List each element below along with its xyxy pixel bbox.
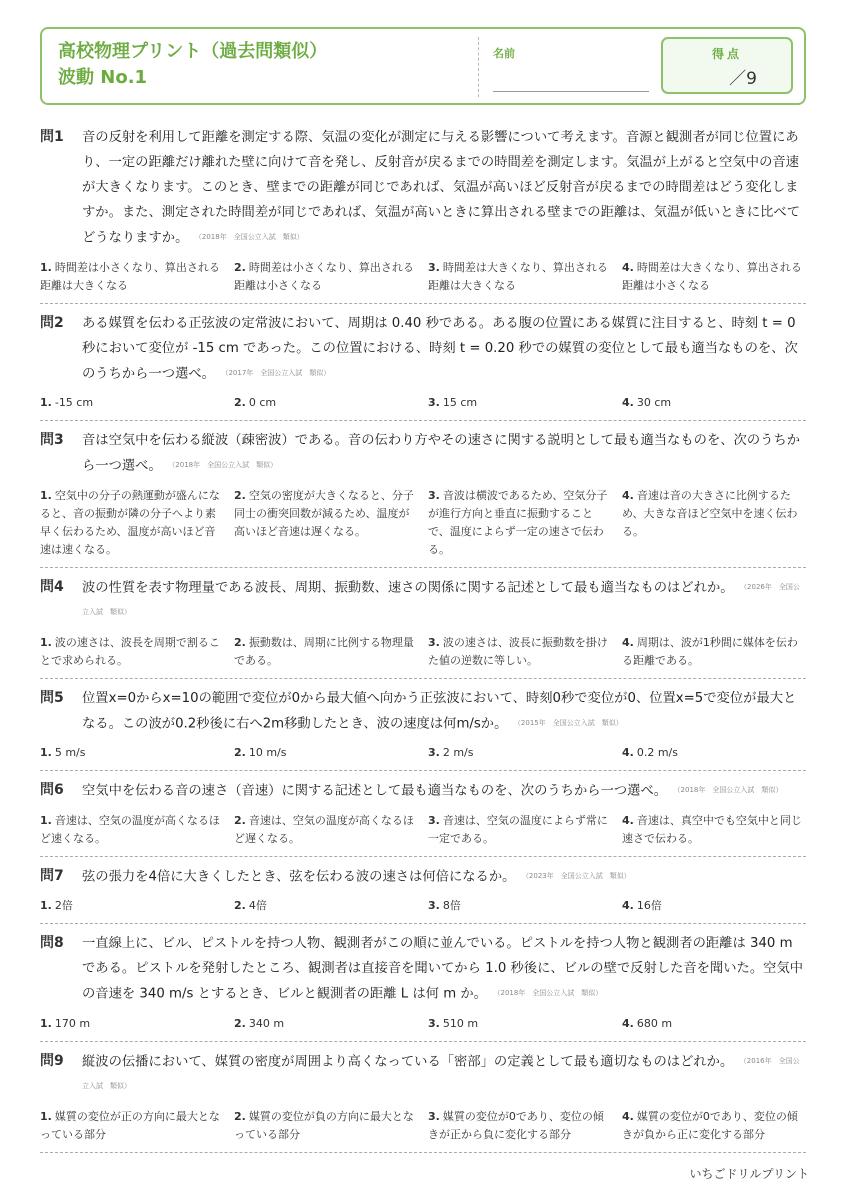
choice-text: 媒質の変位が0であり、変位の傾きが正から負に変化する部分 — [428, 1109, 604, 1141]
choice-text: 周期は、波が1秒間に媒体を伝わる距離である。 — [622, 635, 798, 667]
question-block — [40, 924, 806, 1042]
choice-text: 音速は、空気の温度が高くなるほど遅くなる。 — [234, 813, 414, 845]
question-block — [40, 679, 806, 772]
answer-choice[interactable] — [428, 744, 612, 762]
choice-text: 音速は、真空中でも空気中と同じ速さで伝わる。 — [622, 813, 802, 845]
question-number: 問6 — [40, 782, 64, 798]
question-row — [40, 125, 806, 251]
choice-number: 3. — [428, 488, 440, 502]
name-field[interactable] — [493, 91, 649, 92]
choice-number: 3. — [428, 1016, 440, 1030]
choice-text: 振動数は、周期に比例する物理量である。 — [234, 635, 414, 667]
choice-text: 0 cm — [248, 396, 277, 409]
choice-list — [40, 1108, 806, 1144]
question-row — [40, 778, 806, 804]
choice-number: 1. — [40, 746, 52, 759]
choice-number: 3. — [428, 1109, 440, 1123]
question-row — [40, 428, 806, 479]
name-label: 名前 — [493, 47, 515, 60]
answer-choice[interactable] — [622, 259, 806, 295]
question-block — [40, 118, 806, 304]
choice-text: 時間差は小さくなり、算出される距離は大きくなる — [40, 260, 220, 292]
choice-number: 1. — [40, 488, 52, 502]
answer-choice[interactable] — [40, 897, 224, 915]
choice-number: 2. — [234, 746, 246, 759]
choice-number: 3. — [428, 396, 440, 409]
question-number: 問2 — [40, 314, 64, 331]
answer-choice[interactable] — [622, 897, 806, 915]
choice-text: 30 cm — [636, 396, 672, 409]
question-row — [40, 931, 806, 1007]
answer-choice[interactable] — [234, 634, 418, 670]
question-row — [40, 575, 806, 626]
choice-number: 3. — [428, 813, 440, 827]
choice-number: 1. — [40, 635, 52, 649]
choice-text: 5 m/s — [54, 746, 86, 759]
question-number: 問9 — [40, 1052, 64, 1069]
question-body: 波の性質を表す物理量である波長、周期、振動数、速さの関係に関する記述として最も適当なものはどれか。 — [82, 580, 734, 595]
choice-number: 1. — [40, 396, 52, 409]
answer-choice[interactable] — [234, 1108, 418, 1144]
choice-text: 媒質の変位が正の方向に最大となっている部分 — [40, 1109, 220, 1141]
question-body: ある媒質を伝わる正弦波の定常波において、周期は 0.40 秒である。ある腹の位置にある媒質に注目すると、時刻 t = 0 秒において変位が -15 cm であった。この位置における、時刻 t = 0.20 秒での媒質の変位として最も適当なものを、次のうちから一つ選べ。 — [82, 315, 798, 381]
question-body: 位置x=0からx=10の範囲で変位が0から最大値へ向かう正弦波において、時刻0秒で変位が0、位置x=5で変位が最大となる。この波が0.2秒後に右へ2m移動したとき、波の速度は何m/sか。 — [82, 690, 797, 731]
answer-choice[interactable] — [428, 1108, 612, 1144]
answer-choice[interactable] — [622, 634, 806, 670]
choice-list — [40, 259, 806, 295]
question-source: （2015年 全国公立入試 類似） — [517, 718, 623, 727]
choice-list — [40, 744, 806, 762]
question-source: （2018年 全国公立入試 類似） — [496, 989, 603, 997]
answer-choice[interactable] — [622, 812, 806, 848]
answer-choice[interactable] — [428, 394, 612, 412]
question-number: 問8 — [40, 935, 64, 951]
question-text — [82, 311, 806, 387]
question-body: 空気中を伝わる音の速さ（音速）に関する記述として最も適当なものを、次のうちから一つ選べ。 — [82, 783, 668, 799]
choice-number: 4. — [622, 1109, 634, 1123]
question-body: 縦波の伝播において、媒質の密度が周囲より高くなっている「密部」の定義として最も適切なものはどれか。 — [82, 1054, 734, 1069]
answer-choice[interactable] — [234, 812, 418, 848]
answer-choice[interactable] — [234, 1015, 418, 1033]
question-block — [40, 857, 806, 925]
choice-text: 340 m — [248, 1016, 285, 1030]
choice-text: 媒質の変位が負の方向に最大となっている部分 — [234, 1109, 414, 1141]
question-text — [82, 686, 806, 737]
question-block — [40, 304, 806, 422]
choice-text: 16倍 — [636, 899, 662, 912]
choice-number: 4. — [622, 813, 634, 827]
worksheet-title: 高校物理プリント（過去問類似） — [58, 41, 328, 62]
question-source: （2023年 全国公立入試 類似） — [525, 871, 631, 880]
choice-text: 4倍 — [248, 899, 267, 912]
choice-text: 0.2 m/s — [636, 746, 678, 759]
choice-number: 2. — [234, 396, 246, 409]
choice-number: 2. — [234, 488, 246, 502]
choice-number: 2. — [234, 260, 246, 274]
answer-choice[interactable] — [234, 897, 418, 915]
choice-number: 1. — [40, 1109, 52, 1123]
question-row — [40, 864, 806, 890]
choice-number: 1. — [40, 1016, 52, 1030]
question-source: （2018年 全国公立入試 類似） — [171, 461, 278, 469]
worksheet-subtitle: 波動 No.1 — [58, 67, 148, 88]
question-source: （2017年 全国公立入試 類似） — [224, 368, 331, 377]
choice-number: 1. — [40, 260, 52, 274]
choice-text: 波の速さは、波長を周期で割ることで求められる。 — [40, 635, 220, 667]
question-block — [40, 771, 806, 857]
question-block — [40, 421, 806, 568]
choice-text: 680 m — [636, 1016, 673, 1030]
answer-choice[interactable] — [428, 487, 612, 559]
answer-choice[interactable] — [40, 634, 224, 670]
answer-choice[interactable] — [622, 487, 806, 559]
choice-text: 媒質の変位が0であり、変位の傾きが負から正に変化する部分 — [622, 1109, 798, 1141]
question-block — [40, 568, 806, 679]
choice-text: 時間差は大きくなり、算出される距離は大きくなる — [428, 260, 608, 292]
question-number: 問7 — [40, 867, 64, 884]
choice-number: 4. — [622, 746, 634, 759]
header-divider — [478, 37, 479, 97]
choice-text: 10 m/s — [248, 746, 287, 759]
question-number: 問4 — [40, 578, 64, 595]
answer-choice[interactable] — [428, 259, 612, 295]
choice-text: 8倍 — [442, 899, 461, 912]
question-row — [40, 1049, 806, 1100]
choice-text: 音速は音の大きさに比例するため、大きな音ほど空気中を速く伝わる。 — [622, 488, 798, 538]
answer-choice[interactable] — [40, 744, 224, 762]
answer-choice[interactable] — [40, 1015, 224, 1033]
question-block — [40, 1042, 806, 1153]
answer-choice[interactable] — [428, 634, 612, 670]
question-body: 音の反射を利用して距離を測定する際、気温の変化が測定に与える影響について考えます。音源と観測者が同じ位置にあり、一定の距離だけ離れた壁に向けて音を発し、反射音が戻るまでの時間差を測定します。気温が上がると空気中の音速が大きくなります。このとき、壁までの距離が同じであれば、気温が高いほど反射音が戻るまでの時間差はどう変化しますか。また、測定された時間差が同じであれば、気温が高いときに算出される壁までの距離は、気温が低いときに比べてどうなりますか。 — [82, 130, 801, 246]
score-box — [661, 37, 793, 94]
choice-text: -15 cm — [54, 396, 94, 409]
choice-list — [40, 634, 806, 670]
question-source: （2026年 全国公立入試 類似） — [82, 582, 800, 616]
choice-number: 3. — [428, 899, 440, 912]
choice-number: 2. — [234, 899, 246, 912]
choice-number: 2. — [234, 635, 246, 649]
question-row — [40, 686, 806, 737]
choice-number: 3. — [428, 746, 440, 759]
choice-number: 4. — [622, 899, 634, 912]
question-body: 音は空気中を伝わる縦波（疎密波）である。音の伝わり方やその速さに関する説明として最も適当なものを、次のうちから一つ選べ。 — [82, 433, 801, 474]
answer-choice[interactable] — [234, 394, 418, 412]
question-body: 一直線上に、ビル、ピストルを持つ人物、観測者がこの順に並んでいる。ピストルを持つ人物と観測者の距離は 340 m である。ピストルを発射したところ、観測者は直接音を聞いてから 1.0 秒後に、ビルの壁で反射した音を聞いた。空気中の音速を 340 m/s とするとき、ビルと観測者の距離 L は何 m か。 — [82, 936, 804, 1002]
choice-number: 3. — [428, 635, 440, 649]
answer-choice[interactable] — [234, 487, 418, 559]
choice-list — [40, 812, 806, 848]
choice-number: 4. — [622, 635, 634, 649]
score-label: 得点 — [711, 47, 742, 61]
answer-choice[interactable] — [622, 744, 806, 762]
choice-number: 1. — [40, 899, 52, 912]
answer-choice[interactable] — [40, 394, 224, 412]
choice-text: 時間差は小さくなり、算出される距離は小さくなる — [234, 260, 414, 292]
answer-choice[interactable] — [40, 1108, 224, 1144]
question-body: 弦の張力を4倍に大きくしたとき、弦を伝わる波の速さは何倍になるか。 — [82, 869, 516, 884]
choice-number: 2. — [234, 1109, 246, 1123]
choice-number: 4. — [622, 396, 634, 409]
footer-brand: いちごドリルプリント — [689, 1167, 809, 1181]
question-number: 問5 — [40, 689, 64, 706]
choice-list — [40, 487, 806, 559]
choice-text: 510 m — [442, 1016, 479, 1030]
worksheet-header — [40, 27, 806, 105]
choice-text: 音波は横波であるため、空気分子が進行方向と垂直に振動することで、温度によらず一定の速さで伝わる。 — [428, 488, 608, 556]
question-text — [82, 125, 806, 251]
choice-text: 15 cm — [442, 396, 478, 409]
choice-number: 2. — [234, 1016, 246, 1030]
choice-text: 空気中の分子の熱運動が盛んになると、音の振動が隣の分子へより素早く伝わるため、温度が高いほど音速は速くなる。 — [40, 488, 220, 556]
title-block — [58, 39, 327, 91]
question-number: 問3 — [40, 432, 64, 448]
choice-list — [40, 394, 806, 412]
choice-number: 1. — [40, 813, 52, 827]
choice-text: 波の速さは、波長に振動数を掛けた値の逆数に等しい。 — [428, 635, 608, 667]
question-text — [82, 428, 806, 479]
answer-choice[interactable] — [622, 394, 806, 412]
choice-text: 170 m — [54, 1016, 91, 1030]
answer-choice[interactable] — [234, 259, 418, 295]
answer-choice[interactable] — [40, 259, 224, 295]
answer-choice[interactable] — [428, 1015, 612, 1033]
choice-number: 4. — [622, 1016, 634, 1030]
answer-choice[interactable] — [428, 812, 612, 848]
answer-choice[interactable] — [428, 897, 612, 915]
question-text — [82, 1049, 806, 1100]
choice-text: 音速は、空気の温度によらず常に一定である。 — [428, 813, 608, 845]
answer-choice[interactable] — [622, 1108, 806, 1144]
answer-choice[interactable] — [40, 487, 224, 559]
question-source: （2018年 全国公立入試 類似） — [198, 233, 304, 241]
choice-text: 空気の密度が大きくなると、分子同士の衝突回数が減るため、温度が高いほど音速は遅くなる。 — [234, 488, 414, 538]
choice-list — [40, 897, 806, 915]
question-text — [82, 575, 806, 626]
choice-number: 4. — [622, 260, 634, 274]
question-text — [82, 778, 806, 804]
choice-text: 時間差は大きくなり、算出される距離は小さくなる — [622, 260, 802, 292]
choice-number: 2. — [234, 813, 246, 827]
choice-text: 2 m/s — [442, 746, 474, 759]
score-value: ／9 — [729, 69, 757, 89]
answer-choice[interactable] — [40, 812, 224, 848]
question-source: （2018年 全国公立入試 類似） — [677, 786, 783, 794]
question-text — [82, 864, 806, 890]
choice-text: 音速は、空気の温度が高くなるほど速くなる。 — [40, 813, 220, 845]
question-row — [40, 311, 806, 387]
answer-choice[interactable] — [234, 744, 418, 762]
question-list — [40, 118, 806, 1153]
choice-number: 3. — [428, 260, 440, 274]
question-text — [82, 931, 806, 1007]
answer-choice[interactable] — [622, 1015, 806, 1033]
question-number: 問1 — [40, 129, 64, 145]
choice-text: 2倍 — [54, 899, 73, 912]
choice-number: 4. — [622, 488, 634, 502]
question-source: （2016年 全国公立入試 類似） — [82, 1056, 800, 1090]
choice-list — [40, 1015, 806, 1033]
